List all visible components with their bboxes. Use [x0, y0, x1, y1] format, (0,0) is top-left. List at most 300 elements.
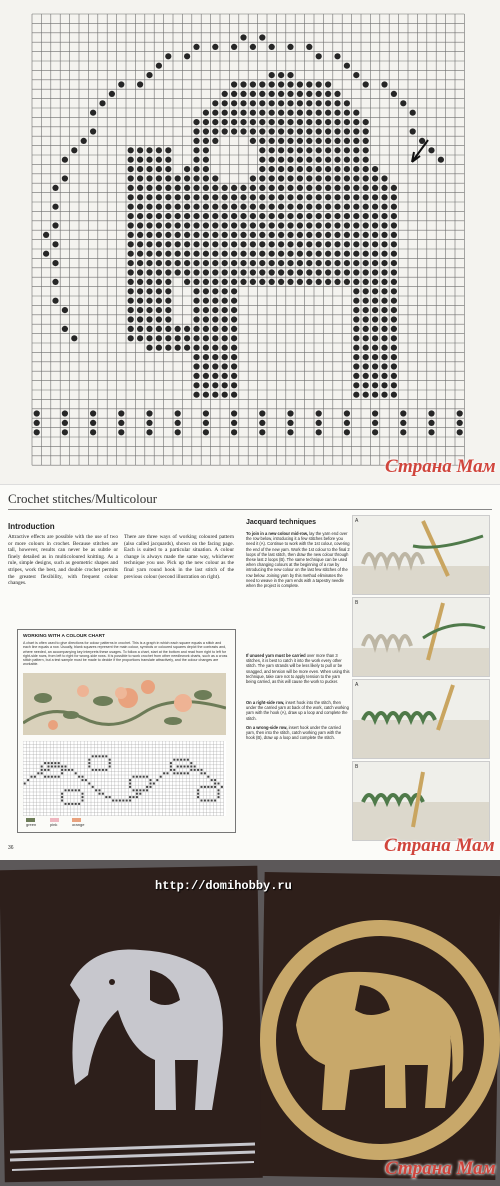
chart-dot: [334, 260, 340, 266]
chart-dot: [269, 81, 275, 87]
chart-dot: [175, 222, 181, 228]
mini-dot: [88, 762, 90, 764]
mini-dot: [211, 786, 213, 788]
chart-dot: [250, 185, 256, 191]
chart-dot: [231, 204, 237, 210]
mini-dot: [194, 769, 196, 771]
mini-dot: [214, 779, 216, 781]
chart-dot: [212, 335, 218, 341]
chart-dot: [381, 345, 387, 351]
chart-dot: [381, 373, 387, 379]
chart-dot: [212, 100, 218, 106]
chart-dot: [259, 204, 265, 210]
chart-dot: [306, 119, 312, 125]
chart-dot: [184, 232, 190, 238]
chart-dot: [118, 429, 124, 435]
chart-dot: [381, 316, 387, 322]
chart-dot: [381, 222, 387, 228]
chart-dot: [269, 241, 275, 247]
potholders-photo-panel: [0, 860, 500, 1186]
chart-dot: [175, 345, 181, 351]
chart-dot: [428, 429, 434, 435]
chart-dot: [240, 110, 246, 116]
chart-dot: [156, 147, 162, 153]
chart-dot: [381, 279, 387, 285]
chart-dot: [372, 363, 378, 369]
chart-dot: [353, 269, 359, 275]
chart-dot: [363, 307, 369, 313]
chart-dot: [381, 307, 387, 313]
chart-dot: [156, 279, 162, 285]
chart-dot: [363, 166, 369, 172]
chart-dot: [297, 232, 303, 238]
mini-dot: [105, 796, 107, 798]
chart-dot: [353, 316, 359, 322]
chart-dot: [391, 288, 397, 294]
chart-dot: [146, 420, 152, 426]
chart-dot: [325, 269, 331, 275]
chart-dot: [372, 185, 378, 191]
mini-dot: [82, 793, 84, 795]
mini-dot: [143, 789, 145, 791]
chart-dot: [363, 316, 369, 322]
chart-dot: [363, 175, 369, 181]
mini-dot: [207, 776, 209, 778]
mini-dot: [31, 776, 33, 778]
jacquard-body-4: insert hook under the carried yarn, then into the stitch, catch working yarn with the hook (B), draw up a loop and complete the stitch.: [246, 725, 342, 741]
chart-dot: [128, 166, 134, 172]
chart-dot: [212, 110, 218, 116]
chart-dot: [287, 91, 293, 97]
chart-dot: [250, 138, 256, 144]
chart-dot: [212, 241, 218, 247]
mini-dot: [129, 779, 131, 781]
chart-dot: [212, 232, 218, 238]
chart-dot: [400, 420, 406, 426]
chart-dot: [316, 91, 322, 97]
chart-dot: [306, 260, 312, 266]
chart-dot: [193, 363, 199, 369]
chart-dot: [128, 185, 134, 191]
grey-elephant-potholder: [0, 866, 263, 1182]
chart-dot: [325, 194, 331, 200]
chart-dot: [193, 298, 199, 304]
chart-dot: [297, 241, 303, 247]
chart-dot: [372, 298, 378, 304]
chart-dot: [137, 147, 143, 153]
chart-dot: [156, 316, 162, 322]
chart-dot: [137, 335, 143, 341]
chart-dot: [325, 81, 331, 87]
potholders-photo: [0, 860, 500, 1186]
chart-dot: [334, 157, 340, 163]
chart-dot: [137, 279, 143, 285]
chart-dot: [250, 91, 256, 97]
mini-dot: [197, 796, 199, 798]
chart-dot: [381, 269, 387, 275]
chart-dot: [222, 128, 228, 134]
chart-dot: [428, 420, 434, 426]
chart-dot: [316, 147, 322, 153]
chart-dot: [34, 410, 40, 416]
chart-dot: [278, 175, 284, 181]
chart-dot: [316, 53, 322, 59]
jacquard-lead-2: If unused yarn must be carried: [246, 653, 306, 658]
chart-dot: [269, 110, 275, 116]
chart-gridlines: [32, 14, 464, 465]
mini-dot: [204, 772, 206, 774]
chart-dot: [363, 213, 369, 219]
chart-dot: [269, 269, 275, 275]
chart-dot: [240, 213, 246, 219]
chart-dot: [306, 44, 312, 50]
chart-dot: [316, 429, 322, 435]
chart-dot: [118, 81, 124, 87]
chart-dot: [306, 185, 312, 191]
mini-dot: [102, 769, 104, 771]
chart-dot: [391, 204, 397, 210]
chart-dot: [250, 260, 256, 266]
chart-dot: [128, 288, 134, 294]
chart-dot: [372, 288, 378, 294]
chart-dot: [269, 128, 275, 134]
chart-dot: [240, 222, 246, 228]
chart-dot: [400, 100, 406, 106]
chart-dot: [156, 213, 162, 219]
mini-dot: [41, 772, 43, 774]
chart-dot: [146, 298, 152, 304]
chart-dot: [278, 279, 284, 285]
chart-dot: [90, 110, 96, 116]
chart-dot: [240, 100, 246, 106]
mini-dot: [201, 769, 203, 771]
chart-dot: [193, 222, 199, 228]
chart-dot: [306, 81, 312, 87]
chart-dot: [306, 232, 312, 238]
mini-dot: [92, 769, 94, 771]
mini-dot: [156, 779, 158, 781]
mini-dot: [187, 772, 189, 774]
chart-dot: [128, 251, 134, 257]
chart-dot: [240, 279, 246, 285]
chart-dot: [259, 157, 265, 163]
chart-dot: [269, 138, 275, 144]
chart-dot: [269, 260, 275, 266]
mini-dot: [65, 766, 67, 768]
chart-dot: [193, 147, 199, 153]
chart-dot: [278, 241, 284, 247]
chart-dot: [156, 232, 162, 238]
chart-dot: [203, 420, 209, 426]
chart-dot: [259, 110, 265, 116]
mini-dot: [201, 772, 203, 774]
chart-dot: [250, 100, 256, 106]
chart-dot: [175, 185, 181, 191]
chart-dot: [146, 326, 152, 332]
chart-dot: [240, 269, 246, 275]
chart-dot: [240, 241, 246, 247]
jacquard-text-4: [246, 725, 350, 741]
chart-dot: [43, 251, 49, 257]
chart-dot: [212, 175, 218, 181]
chart-dot: [193, 373, 199, 379]
chart-dot: [306, 222, 312, 228]
chart-dot: [269, 157, 275, 163]
chart-dot: [137, 194, 143, 200]
chart-dot: [269, 119, 275, 125]
mini-dot: [41, 769, 43, 771]
chart-dot: [287, 138, 293, 144]
chart-dot: [231, 288, 237, 294]
chart-dot: [146, 288, 152, 294]
chart-dot: [287, 110, 293, 116]
chart-dot: [287, 185, 293, 191]
chart-dot: [240, 119, 246, 125]
elephant-chart-panel: [0, 0, 500, 484]
chart-dot: [156, 251, 162, 257]
chart-dot: [391, 335, 397, 341]
illustration-d-label: B: [355, 764, 359, 770]
chart-dot: [231, 251, 237, 257]
chart-dot: [231, 382, 237, 388]
site-url-watermark: http://domihobby.ru: [155, 879, 292, 893]
chart-dot: [43, 232, 49, 238]
chart-dot: [278, 72, 284, 78]
chart-dot: [287, 175, 293, 181]
chart-dot: [156, 175, 162, 181]
crochet-hook-illustration: [353, 516, 490, 595]
chart-dot: [240, 81, 246, 87]
chart-dot: [278, 269, 284, 275]
chart-dot: [146, 251, 152, 257]
chart-dot: [222, 213, 228, 219]
chart-dot: [156, 194, 162, 200]
mini-dot: [109, 766, 111, 768]
chart-dot: [212, 288, 218, 294]
chart-dot: [363, 279, 369, 285]
chart-dot: [165, 326, 171, 332]
mini-grid: [23, 741, 226, 816]
chart-dot: [203, 166, 209, 172]
chart-dot: [184, 222, 190, 228]
chart-dot: [259, 128, 265, 134]
illustration-b: [352, 597, 490, 677]
chart-dot: [222, 382, 228, 388]
chart-dot: [165, 232, 171, 238]
chart-dot: [156, 335, 162, 341]
chart-dot: [146, 213, 152, 219]
mini-dot: [61, 793, 63, 795]
chart-dot: [278, 185, 284, 191]
chart-dot: [353, 138, 359, 144]
jacquard-text-2: [246, 653, 350, 684]
chart-dot: [372, 316, 378, 322]
mini-dot: [129, 796, 131, 798]
chart-dot: [222, 307, 228, 313]
mini-dot: [143, 776, 145, 778]
chart-dot: [306, 91, 312, 97]
chart-dot: [222, 298, 228, 304]
chart-dot: [62, 157, 68, 163]
chart-dot: [287, 241, 293, 247]
chart-dot: [306, 166, 312, 172]
chart-dot: [175, 269, 181, 275]
chart-dot: [344, 166, 350, 172]
mini-dot: [129, 786, 131, 788]
chart-dot: [184, 260, 190, 266]
chart-dot: [391, 222, 397, 228]
chart-dot: [165, 194, 171, 200]
mini-dot: [99, 789, 101, 791]
chart-dot: [259, 232, 265, 238]
chart-dot: [381, 213, 387, 219]
chart-dot: [175, 260, 181, 266]
jacquard-lead-1: To join in a new colour mid-row,: [246, 531, 309, 536]
chart-dot: [278, 147, 284, 153]
chart-dot: [146, 166, 152, 172]
mini-dot: [68, 769, 70, 771]
mini-dot: [187, 766, 189, 768]
chart-dot: [212, 279, 218, 285]
chart-dot: [428, 147, 434, 153]
chart-dot: [353, 363, 359, 369]
chart-dot: [344, 213, 350, 219]
mini-dot: [177, 759, 179, 761]
mini-dot: [54, 776, 56, 778]
chart-dot: [222, 100, 228, 106]
mini-dot: [129, 783, 131, 785]
chart-dot: [90, 410, 96, 416]
mini-dot: [75, 789, 77, 791]
chart-dot: [193, 382, 199, 388]
chart-dot: [372, 241, 378, 247]
mini-dot: [116, 800, 118, 802]
chart-dot: [344, 232, 350, 238]
chart-dot: [165, 222, 171, 228]
chart-dot: [231, 373, 237, 379]
chart-dot: [259, 241, 265, 247]
chart-dot: [128, 279, 134, 285]
chart-dot: [259, 119, 265, 125]
chart-dot: [306, 138, 312, 144]
chart-dot: [344, 100, 350, 106]
chart-dot: [363, 363, 369, 369]
chart-dot: [193, 128, 199, 134]
watermark-panel2: Страна Мам: [384, 835, 495, 856]
chart-dot: [222, 241, 228, 247]
mini-dot: [139, 789, 141, 791]
chart-dot: [137, 260, 143, 266]
chart-dot: [137, 204, 143, 210]
chart-dot: [193, 288, 199, 294]
chart-dot: [391, 345, 397, 351]
mini-dot: [95, 789, 97, 791]
chart-dot: [334, 110, 340, 116]
mini-dot: [146, 776, 148, 778]
chart-dot: [175, 241, 181, 247]
chart-dot: [353, 166, 359, 172]
chart-dot: [344, 260, 350, 266]
chart-dot: [222, 392, 228, 398]
chart-dot: [297, 91, 303, 97]
chart-dot: [203, 175, 209, 181]
chart-dot: [193, 213, 199, 219]
chart-dot: [184, 335, 190, 341]
chart-dot: [165, 269, 171, 275]
chart-dot: [287, 279, 293, 285]
chart-dot: [428, 410, 434, 416]
watermark-panel3: Страна Мам: [385, 1158, 496, 1179]
chart-dot: [146, 429, 152, 435]
chart-dot: [344, 204, 350, 210]
chart-dot: [231, 81, 237, 87]
mini-dot: [170, 769, 172, 771]
colour-chart-box-text: A chart is often used to give directions for colour patterns in crochet. This is a graph in which each square equals a stitch and each line equals a row. Usually, blank squares represent the main colour, symbols or coloured squares depict the contrasts and, where needed, an accompanying key interprets these usages. To follow a chart, start at the bottom and read from right to left for right-side rows, from left to right for wrong-side rows. It is possible to work crochet from other needlework charts, such as a cross stitch pattern, but a test sample must be made to decide if the proportions translate attractively, and the colour changes are workable.: [23, 641, 228, 667]
chart-dot: [193, 335, 199, 341]
chart-dot: [146, 279, 152, 285]
mini-dot: [214, 800, 216, 802]
chart-dot: [297, 128, 303, 134]
chart-dot: [231, 222, 237, 228]
mini-dot: [27, 779, 29, 781]
mini-dot: [44, 769, 46, 771]
chart-dot: [137, 157, 143, 163]
chart-dot: [184, 345, 190, 351]
chart-dot: [222, 373, 228, 379]
page-number: 36: [8, 845, 14, 851]
chart-dot: [306, 147, 312, 153]
mini-dot: [160, 776, 162, 778]
chart-dot: [353, 204, 359, 210]
chart-dot: [184, 194, 190, 200]
mini-dot: [82, 776, 84, 778]
chart-dot: [203, 288, 209, 294]
chart-dot: [325, 119, 331, 125]
chart-dot: [231, 429, 237, 435]
chart-dot: [259, 279, 265, 285]
chart-dot: [193, 354, 199, 360]
chart-dot: [222, 279, 228, 285]
chart-dot: [212, 307, 218, 313]
chart-dot: [240, 194, 246, 200]
mini-dot: [61, 796, 63, 798]
chart-dot: [334, 241, 340, 247]
chart-dot: [146, 204, 152, 210]
chart-dot: [193, 279, 199, 285]
chart-dot: [146, 222, 152, 228]
chart-dot: [363, 81, 369, 87]
chart-dot: [344, 157, 350, 163]
chart-dot: [297, 175, 303, 181]
legend-pink: pink: [50, 822, 58, 827]
chart-dot: [278, 128, 284, 134]
chart-dot: [316, 222, 322, 228]
chart-dot: [372, 194, 378, 200]
chart-dot: [372, 232, 378, 238]
chart-dot: [363, 222, 369, 228]
chart-dot: [344, 410, 350, 416]
chart-dot: [372, 222, 378, 228]
chart-dot: [52, 260, 58, 266]
chart-dot: [438, 157, 444, 163]
chart-dot: [156, 204, 162, 210]
chart-dot: [231, 44, 237, 50]
chart-dot: [231, 232, 237, 238]
chart-dot: [363, 119, 369, 125]
chart-dot: [353, 72, 359, 78]
chart-dot: [184, 213, 190, 219]
chart-dot: [306, 279, 312, 285]
